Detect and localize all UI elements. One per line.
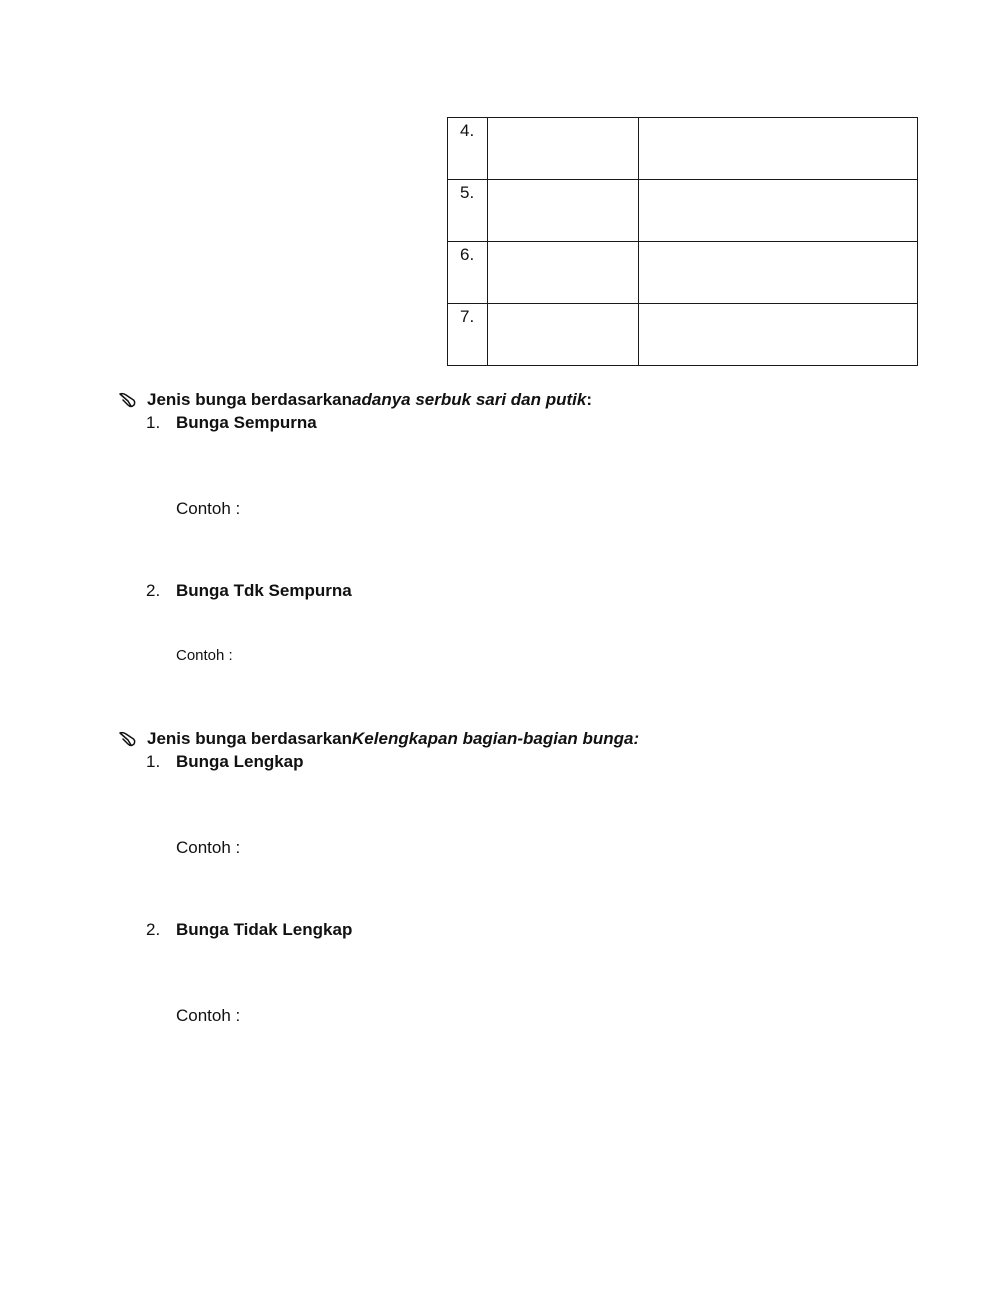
table-row: [448, 304, 918, 366]
table-row: [448, 180, 918, 242]
table-cell: [639, 180, 918, 242]
table-cell: [488, 304, 639, 366]
answer-table: [447, 117, 918, 366]
row-number: 4.: [448, 118, 488, 180]
list-title: Bunga Sempurna: [176, 413, 317, 432]
section2-heading-italic: Kelengkapan bagian-bagian bunga:: [352, 729, 640, 748]
section1-heading-prefix: Jenis bunga berdasarkan: [147, 390, 353, 409]
section1-heading: [118, 390, 592, 410]
list-index: 1.: [146, 752, 161, 771]
example-label: Contoh :: [176, 647, 233, 664]
table-cell: [639, 242, 918, 304]
section2-heading: [118, 729, 639, 749]
example-label: Contoh :: [176, 838, 241, 857]
row-number: 6.: [448, 242, 488, 304]
list-item: [146, 581, 352, 601]
list-item: [146, 920, 352, 940]
section1-heading-italic: adanya serbuk sari dan putik: [352, 390, 587, 409]
list-item: [146, 752, 304, 772]
table-cell: [488, 180, 639, 242]
table-cell: [639, 304, 918, 366]
list-index: 2.: [146, 581, 161, 600]
hand-pointing-icon: [118, 730, 138, 748]
row-number: 7.: [448, 304, 488, 366]
table-row: [448, 118, 918, 180]
list-title: Bunga Tdk Sempurna: [176, 581, 352, 600]
table-row: [448, 242, 918, 304]
row-number: 5.: [448, 180, 488, 242]
list-title: Bunga Lengkap: [176, 752, 304, 771]
list-index: 1.: [146, 413, 161, 432]
section2-heading-prefix: Jenis bunga berdasarkan: [147, 729, 353, 748]
example-label: Contoh :: [176, 499, 241, 518]
table-cell: [488, 242, 639, 304]
list-title: Bunga Tidak Lengkap: [176, 920, 353, 939]
table-cell: [488, 118, 639, 180]
example-label: Contoh :: [176, 1006, 241, 1025]
table-cell: [639, 118, 918, 180]
list-item: [146, 413, 317, 433]
hand-pointing-icon: [118, 391, 138, 409]
list-index: 2.: [146, 920, 161, 939]
section1-heading-suffix: :: [586, 390, 593, 409]
